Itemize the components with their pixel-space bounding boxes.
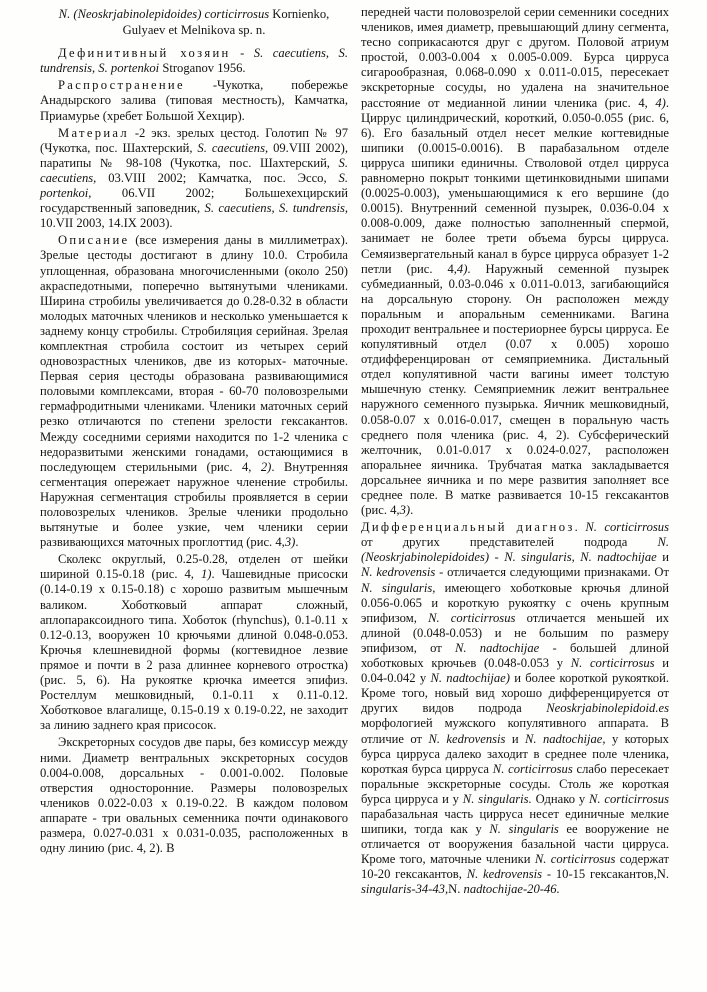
text-segment: N. (Neoskrjabinolepidoides) [361,535,669,565]
text-segment: 4) [456,261,468,276]
text-segment: N. corticirrosus [589,791,669,806]
text-segment: N. (Neoskrjabinolepidoides) corticirrosus [58,7,270,21]
text-segment: N. corticirrosus [534,852,616,867]
text-segment: 4) [655,95,666,110]
text-segment: 09.VIII 2002), паратипы № 98-108 (Чукотка, пос. Шахтерский, [40,140,348,170]
text-segment: . [295,535,299,550]
text-segment: N. corticirrosus [428,610,516,625]
text-segment: - 10-15 гексакантов,N. [542,867,669,882]
text-segment: - отличается следующими признаками. От [435,565,669,580]
text-segment: N. corticirrosus [585,520,670,535]
paragraph [40,46,348,76]
paragraph [361,5,669,518]
paragraph [40,126,348,232]
text-segment: - [489,550,505,565]
paragraph [40,233,348,550]
text-segment: N. [448,882,464,897]
text-segment: -Чукотка, побережье Анадырского залива (типовая местность), Камчатка, Приамурье (хребет Большой Хехцир). [40,78,348,123]
text-segment: N. singularis, [361,580,436,595]
text-segment: у которых бурса цирруса далеко заходит в среднее поле членика, короткая бурса цирруса [361,731,669,776]
text-segment: 03.VIII 2002; Камчатка, пос. Эссо, [96,170,339,185]
text-segment: от других представителей подрода [361,535,658,550]
right-column [361,5,669,900]
text-segment: 3) [284,535,296,550]
two-column-layout [40,5,668,900]
text-segment: 06.VII 2002; Большехехцирский государственный заповедник, [40,186,348,216]
text-segment: 3) [399,503,411,518]
text-segment: и более короткой рукояткой. Кроме того, новый вид хорошо дифференцируется от других видов подрода [361,671,669,716]
text-segment: Экскреторных сосудов две пары, без комиссур между ними. Диаметр вентральных экскреторных сосудов 0.004-0.008, дорсальных - 0.001-0.002. Половые отверстия односторонние. Размеры половозрелых члеников 0.022-0.03 x 0.19-0.22. В каждом половом аппарате - три овальных семенника почти одинакового размера, 0.027-0.031 x 0.031-0.035, расположенных в одну линию (рис. 4, 2). В [40,735,348,856]
text-segment: -2 экз. зрелых цестод. Голотип № 97 (Чукотка, пос. Шахтерский, [40,125,348,155]
text-segment: Однако у [531,791,589,806]
paragraph [40,78,348,123]
text-segment: содержат 10-20 гексакантов, [361,852,669,882]
text-segment: ее вооружение не отличается от вооружения базальной части цирруса. Кроме того, маточные членики [361,822,669,867]
text-segment: . Внутренняя сегментация опережает наружное членение стробилы. Наружная сегментация стробилы проявляется в серии половозрелых члеников. Зрелые членики продольно вытянутые и более узкие, чем членики серии развивающихся маточных проглоттид (рис. 4, [40,459,348,550]
text-segment: . Наружный семенной пузырек субмедианный, 0.03-0.046 x 0.011-0.013, загибающийся на дорсальную сторону. Он расположен между поральным и апоральным семенниками. Вагина проходит вентральнее и постериорнее бурсы цирруса. Ее копулятивный отдел (0.07 x 0.005) хорошо отдифференцирован от семяприемника. Дистальный отдел копулятивной части вагины имеет толстую мышечную стенку. Семяприемник лежит вентральнее наружного семенного пузырька. Яичник мешковидный, 0.058-0.07 x 0.016-0.017, смещен в поральную часть среднего поля членика (рис. 4, 2). Субсферический желточник, 0.01-0.017 x 0.024-0.027, расположен апоральнее яичника. Трубчатая матка закладывается дорсальнее яичника и по мере развития заполняет все среднее поле. В матке развивается 10-15 гексакантов (рис. 4, [361,261,669,518]
text-segment: Neoskrjabinolepidoid.es [546,701,669,716]
text-segment: N. nadtochijae [455,640,540,655]
text-segment: 1) [200,567,212,582]
text-segment: singularis-34-43, [361,882,449,897]
text-segment: Kornienko, Gulyaev et Melnikova sp. n. [122,7,330,37]
text-segment: N. corticirrosus [492,761,573,776]
text-segment: N. nadtochijae) [430,671,510,686]
text-segment: 10.VII 2003, 14.IX 2003). [40,216,173,231]
left-column-paragraphs [40,46,348,856]
text-segment: N. corticirrosus [570,656,655,671]
text-segment: N. singularis. [462,791,532,806]
text-segment: N. singularis, N. nadtochijae [504,550,657,565]
text-segment: N. kedrovensis [466,867,543,882]
text-segment: . [574,520,586,535]
paragraph [40,552,348,733]
text-segment: - большей длиной хоботковых крючьев (0.048-0.053 у [361,640,670,671]
text-segment: (все измерения даны в миллиметрах). Зрелые цестоды достигают в длину 10.0. Стробила уплощенная, образована многочисленными (около 250) акраспедотными, поперечно вытянутыми члениками. Ширина стробилы увеличивается до 0.28-0.32 в области молодых маточных члеников и несколько уменьшается к заднему концу стробилы. Стробиляция серийная. Зрелая комплектная стробила состоит из четырех серий одновозрастных члеников, две из которых- маточные. Первая серия цестоды образована развивающимися половыми комплексами, вторая - 60-70 половозрелыми гермафродитными члениками. Членики маточных серий резко отличаются по степени зрелости гексакантов. Между соседними сериями находится по 1-2 членика с недоразвитыми женскими гонадами, остающимися в последующем стерильными (рис. 4, [40,233,348,474]
text-segment: . Циррус цилиндрический, короткий, 0.050-0.055 (рис. 6, 6). Его базальный отдел несет мелкие когтевидные шипики (0.0015-0.0016). В парабазальном отделе цирруса шипики единичны. Стволовой отдел цирруса равномерно покрыт тонкими щетинковидными шипами (0.0025-0.003), уменьшающимися к его вершине (до 0.0015). Внутренний семенной пузырек, 0.036-0.04 x 0.008-0.009, даже полностью заполненный спермой, занимает не более трети объема бурсы цирруса. Семяизвергательный канал в бурсе цирруса образует 1-2 петли (рис. 4, [361,95,669,276]
text-segment: - [230,46,254,61]
text-segment: nadtochijae-20-46. [463,882,560,897]
text-segment: имеющего хоботковые крючья длиной 0.056-0.065 и короткую рукоятку с очень крупным эпифизом, [361,580,669,625]
paragraph [40,735,348,856]
species-title [46,7,342,38]
left-column [40,5,348,858]
text-segment: N. nadtochijae, [524,731,606,746]
right-column-paragraphs [361,5,669,898]
text-segment: Распространение [58,78,185,93]
text-segment: слабо пересекает поральные экскреторные сосуды. Столь же короткая бурса цирруса и у [361,761,669,806]
text-segment: и 0.04-0.042 у [361,656,669,686]
paragraph [361,520,669,897]
text-segment: S. caecutiens, [40,155,348,185]
text-segment: отличается меньшей их длиной (0.048-0.053) и не большим по размеру эпифизом, от [361,610,670,655]
text-segment: . Чашевидные присоски (0.14-0.19 x 0.15-0.18) с хорошо развитым мышечным валиком. Хоботковый аппарат сложный, аплопараксоидного типа. Хоботок (rhynchus), 0.1-0.11 x 0.12-0.13, вооружен 10 крючьями длиной 0.048-0.053. Крючья клешневидной формы (когтевидное лезвие прямое и почти в 2 раза длиннее корневого отростка) (рис. 5, 6). На рукоятке крючка имеется эпифиз. Ростеллум мешковидный, 0.1-0.11 x 0.11-0.12. Хоботковое влагалище, 0.15-0.19 x 0.19-0.22, не заходит за линию заднего края присосок. [40,567,348,733]
text-segment: Stroganov 1956. [159,61,246,76]
text-segment: и [656,550,669,565]
text-segment: морфологией мужского копулятивного аппарата. В отличие от [361,716,669,746]
text-segment: Сколекс округлый, 0.25-0.28, отделен от шейки шириной 0.15-0.18 (рис. 4, [40,552,348,582]
text-segment: и [505,731,525,746]
text-segment: 2) [260,459,272,474]
text-segment: Описание [58,233,130,248]
text-segment: N. kedrovensis [428,731,506,746]
text-segment: Дифференциальный диагноз [361,520,575,535]
text-segment: парабазальная часть цирруса несет единичные мелкие шипики, тогда как у [361,806,669,837]
text-segment: Материал [58,125,129,140]
text-segment: . [410,503,414,518]
text-segment: S. caecutiens, [197,140,269,155]
text-segment: передней части половозрелой серии семенники соседних члеников, имея диаметр, превышающий длину сегмента, тесно соприкасаются друг с другом. Половой атриум простой, 0.003-0.004 x 0.005-0.009. Бурса цирруса сигарообразная, 0.068-0.090 x 0.011-0.015, пересекает экскреторные сосуды, но удалена на значительное расстояние от медианной линии членика (рис. 4, [361,5,669,110]
text-segment: S. portenkoi, [40,170,348,201]
text-segment: N. singularis [489,822,559,837]
text-segment: S. caecutiens, S. tundrensis, [204,201,348,216]
text-segment: Дефинитивный хозяин [58,46,231,61]
text-segment: S. caecutiens, S. tundrensis, S. portenkoi [40,46,348,76]
text-segment: N. kedrovensis [361,565,436,580]
